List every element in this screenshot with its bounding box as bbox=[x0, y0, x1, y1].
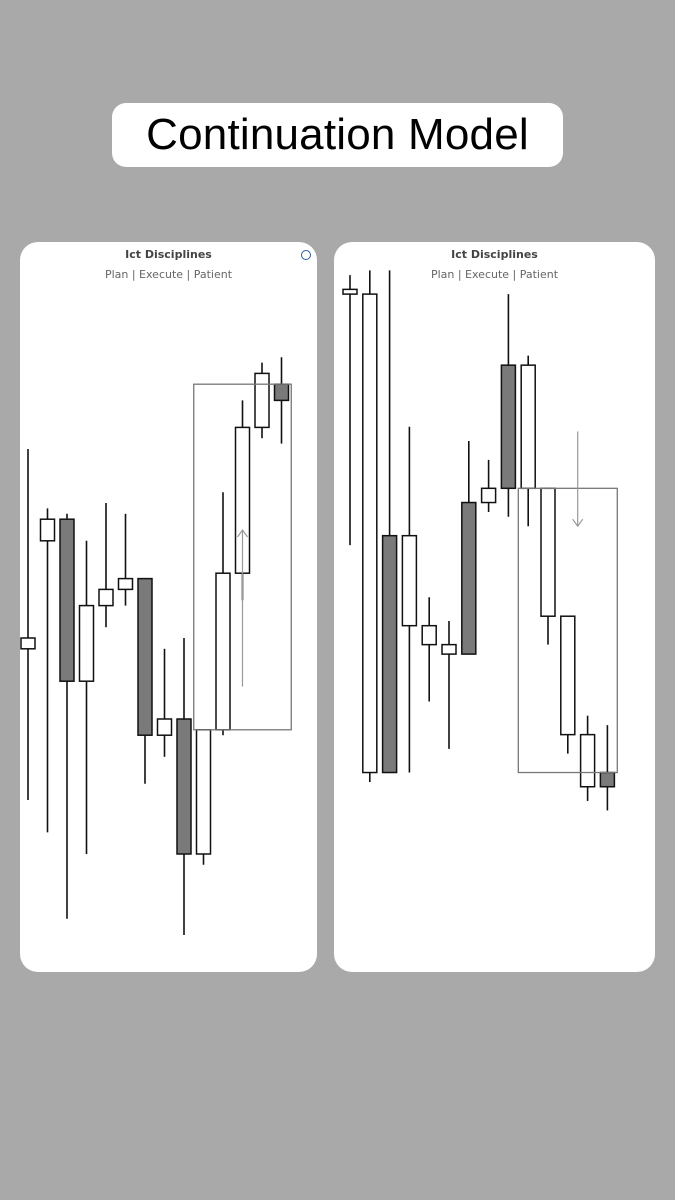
chart-subtitle: Plan | Execute | Patient bbox=[104, 268, 233, 281]
candle bbox=[60, 514, 74, 919]
candle-body bbox=[158, 719, 172, 735]
candle-body bbox=[138, 579, 152, 736]
candle bbox=[581, 716, 595, 801]
candle bbox=[255, 363, 269, 439]
candle-body bbox=[521, 365, 535, 488]
chart-title: Ict Disciplines bbox=[451, 248, 538, 261]
candle-body bbox=[442, 645, 456, 654]
candle bbox=[501, 294, 515, 517]
candle bbox=[600, 725, 614, 810]
candle bbox=[541, 488, 555, 644]
candle-body bbox=[541, 488, 555, 616]
candle-body bbox=[99, 589, 113, 605]
title-pill bbox=[112, 103, 563, 167]
candle-body bbox=[60, 519, 74, 681]
panel-header bbox=[20, 248, 317, 281]
candlestick-chart-right bbox=[334, 242, 655, 972]
candle bbox=[119, 514, 133, 606]
candle-body bbox=[600, 773, 614, 787]
candle bbox=[41, 508, 55, 832]
circle-icon[interactable] bbox=[301, 250, 311, 260]
candle bbox=[197, 730, 211, 865]
candle bbox=[138, 579, 152, 784]
candle bbox=[561, 616, 575, 753]
candle bbox=[158, 649, 172, 757]
candle bbox=[21, 449, 35, 800]
chart-subtitle: Plan | Execute | Patient bbox=[430, 268, 559, 281]
candle-body bbox=[177, 719, 191, 854]
candle-body bbox=[41, 519, 55, 541]
candle bbox=[343, 275, 357, 545]
candle bbox=[521, 356, 535, 527]
candle bbox=[275, 357, 289, 443]
candle bbox=[402, 427, 416, 773]
candle bbox=[383, 270, 397, 772]
candle bbox=[462, 441, 476, 654]
candle bbox=[80, 541, 94, 854]
candle-body bbox=[80, 606, 94, 682]
candle-body bbox=[422, 626, 436, 645]
candle-body bbox=[21, 638, 35, 649]
candle-body bbox=[482, 488, 496, 502]
candle bbox=[216, 492, 230, 735]
panel-header bbox=[334, 248, 655, 281]
candle bbox=[422, 597, 436, 701]
candle-body bbox=[275, 384, 289, 400]
chart-panel-left bbox=[20, 242, 317, 972]
candle bbox=[177, 638, 191, 935]
chart-title: Ict Disciplines bbox=[125, 248, 212, 261]
candle-body bbox=[581, 735, 595, 787]
candle-body bbox=[462, 503, 476, 655]
page-title: Continuation Model bbox=[146, 110, 529, 159]
candle bbox=[482, 460, 496, 512]
candle bbox=[442, 621, 456, 749]
candlestick-chart-left bbox=[20, 242, 317, 972]
candle-body bbox=[561, 616, 575, 734]
candle bbox=[99, 503, 113, 627]
chart-panel-right bbox=[334, 242, 655, 972]
candle-body bbox=[197, 730, 211, 854]
candle-body bbox=[501, 365, 515, 488]
candle-body bbox=[343, 289, 357, 294]
candle-body bbox=[363, 294, 377, 772]
candle-body bbox=[383, 536, 397, 773]
candle-body bbox=[255, 373, 269, 427]
candle-body bbox=[402, 536, 416, 626]
candle-body bbox=[216, 573, 230, 730]
candle-body bbox=[119, 579, 133, 590]
candle bbox=[363, 270, 377, 782]
